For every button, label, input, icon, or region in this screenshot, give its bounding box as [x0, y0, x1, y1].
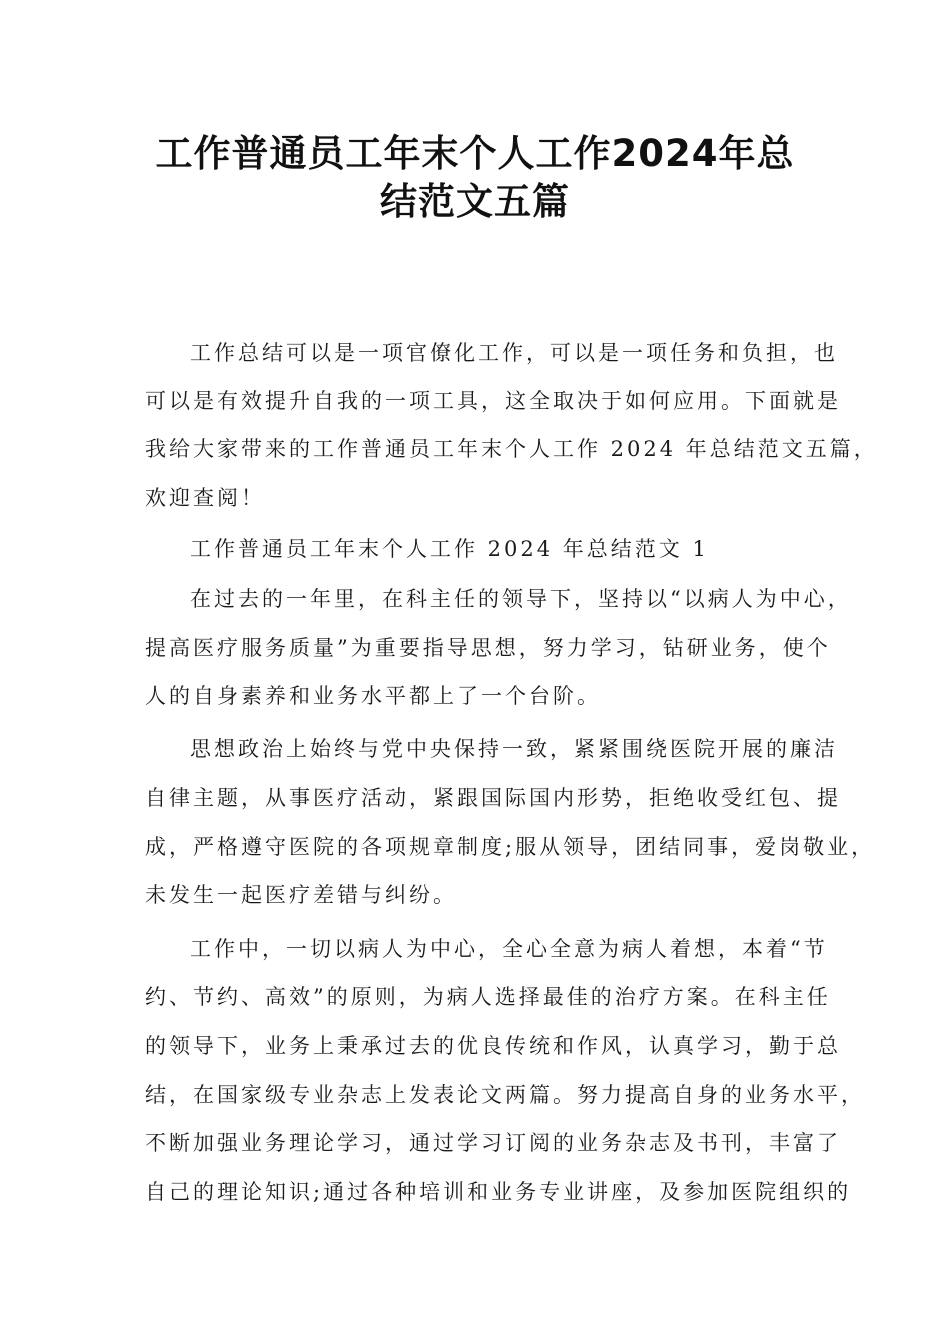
paragraph-line: 思想政治上始终与党中央保持一致，紧紧围绕医院开展的廉洁	[190, 737, 838, 761]
intro-paragraph-line: 我给大家带来的工作普通员工年末个人工作 2024 年总结范文五篇，	[145, 437, 878, 461]
document-title-line-1: 工作普通员工年末个人工作2024年总	[155, 132, 795, 175]
intro-paragraph-line: 可以是有效提升自我的一项工具，这全取决于如何应用。下面就是	[145, 389, 841, 413]
paragraph-line: 自己的理论知识;通过各种培训和业务专业讲座，及参加医院组织的	[145, 1180, 852, 1204]
paragraph-line: 不断加强业务理论学习，通过学习订阅的业务杂志及书刊，丰富了	[145, 1131, 841, 1155]
paragraph-line: 提高医疗服务质量”为重要指导思想，努力学习，钻研业务，使个	[145, 636, 831, 660]
paragraph-line: 约、节约、高效”的原则，为病人选择最佳的治疗方案。在科主任	[145, 985, 831, 1009]
paragraph-line: 未发生一起医疗差错与纠纷。	[145, 883, 457, 907]
paragraph-line: 的领导下，业务上秉承过去的优良传统和作风，认真学习，勤于总	[145, 1034, 841, 1058]
intro-paragraph-line: 欢迎查阅！	[145, 486, 265, 510]
intro-paragraph-line: 工作总结可以是一项官僚化工作，可以是一项任务和负担，也	[190, 341, 838, 365]
paragraph-line: 工作中，一切以病人为中心，全心全意为病人着想，本着“节	[190, 937, 828, 961]
paragraph-line: 结，在国家级专业杂志上发表论文两篇。努力提高自身的业务水平，	[145, 1083, 865, 1107]
paragraph-line: 人的自身素养和业务水平都上了一个台阶。	[145, 684, 601, 708]
paragraph-line: 自律主题，从事医疗活动，紧跟国际国内形势，拒绝收受红包、提	[145, 786, 841, 810]
document-title-line-2: 结范文五篇	[380, 180, 570, 223]
paragraph-line: 在过去的一年里，在科主任的领导下，坚持以“以病人为中心，	[190, 587, 852, 611]
section-heading: 工作普通员工年末个人工作 2024 年总结范文 1	[190, 537, 709, 561]
paragraph-line: 成，严格遵守医院的各项规章制度;服从领导，团结同事，爱岗敬业，	[145, 835, 876, 859]
